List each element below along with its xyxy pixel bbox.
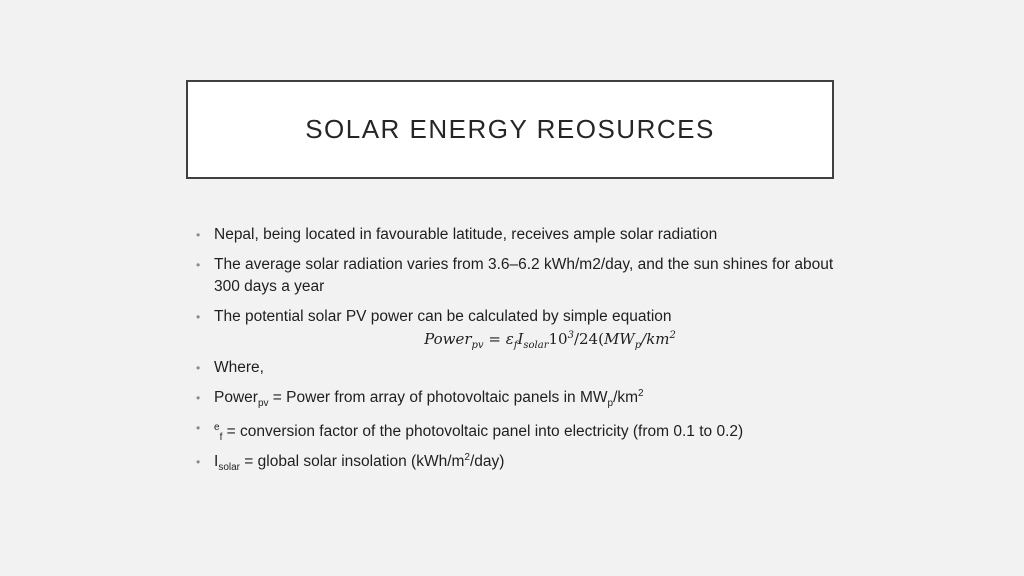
- bullet-text: = Power from array of photovoltaic panels in MW: [268, 389, 608, 406]
- bullet-text-pre: I: [214, 453, 219, 470]
- formula-ten: 10: [548, 330, 568, 348]
- bullet-text-sub2: p: [607, 398, 614, 410]
- formula-eq: =: [483, 330, 506, 348]
- bullet-item-2: [196, 254, 846, 298]
- power-equation: [214, 329, 846, 349]
- bullet-text2: /day): [469, 453, 505, 470]
- bullet-text: = conversion factor of the photovoltaic panel into electricity (from 0.1 to 0.2): [222, 423, 744, 440]
- formula-km-sup: 2: [669, 330, 676, 341]
- formula-i-sub: solar: [523, 340, 549, 351]
- bullet-text: Nepal, being located in favourable latitude, receives ample solar radiation: [214, 226, 718, 243]
- bullet-text-sup: 2: [464, 451, 470, 463]
- bullet-item-1: [196, 224, 846, 246]
- title-box: [186, 80, 834, 179]
- bullet-list: [196, 224, 846, 481]
- formula-eps-sub: f: [513, 340, 518, 351]
- bullet-dot-icon: •: [196, 258, 201, 272]
- bullet-text-sup: e: [214, 422, 220, 433]
- bullet-item-4: [196, 357, 846, 379]
- bullet-text-sub: f: [219, 432, 223, 444]
- bullet-item-7: [196, 451, 846, 473]
- formula-i: I: [517, 330, 524, 348]
- formula-km: /km: [641, 330, 670, 348]
- formula-eps: ε: [505, 330, 514, 348]
- formula-lhs-sub: pv: [471, 340, 484, 351]
- bullet-dot-icon: •: [196, 421, 201, 435]
- bullet-dot-icon: •: [196, 228, 201, 242]
- bullet-item-6: [196, 417, 846, 443]
- bullet-text2: /km: [613, 389, 639, 406]
- slide-title: SOLAR ENERGY REOSURCES: [305, 114, 715, 144]
- bullet-dot-icon: •: [196, 310, 201, 324]
- formula-rest: /24(: [573, 330, 604, 348]
- bullet-dot-icon: •: [196, 455, 201, 469]
- bullet-text-sub: pv: [257, 398, 269, 410]
- bullet-text: The potential solar PV power can be calculated by simple equation: [214, 308, 672, 325]
- formula-lhs: Power: [424, 330, 472, 348]
- formula-mw: MW: [603, 330, 635, 348]
- formula-ten-sup: 3: [567, 330, 574, 341]
- bullet-item-5: [196, 387, 846, 409]
- bullet-text-sup: 2: [638, 387, 644, 399]
- bullet-text-sub: solar: [218, 462, 240, 474]
- bullet-item-3: [196, 306, 846, 349]
- formula-mw-sub: p: [634, 340, 642, 351]
- bullet-text: The average solar radiation varies from 3.6–6.2 kWh/m2/day, and the sun shines for about 300 days a year: [214, 256, 834, 295]
- bullet-text: Where,: [214, 359, 264, 376]
- bullet-text-pre: Power: [214, 389, 258, 406]
- bullet-text: = global solar insolation (kWh/m: [240, 453, 465, 470]
- bullet-dot-icon: •: [196, 361, 201, 375]
- bullet-dot-icon: •: [196, 391, 201, 405]
